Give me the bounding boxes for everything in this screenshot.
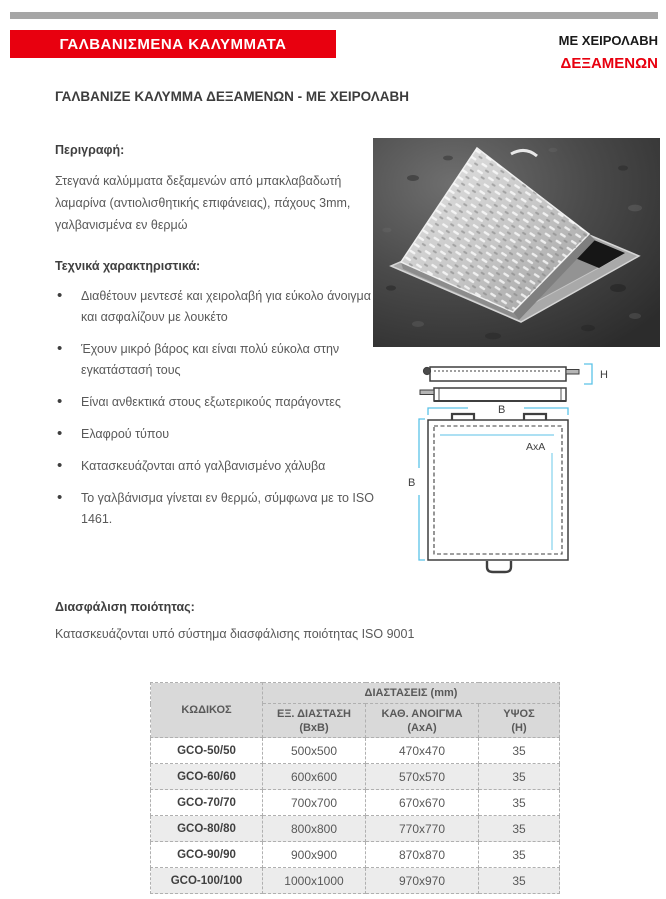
technical-diagram: [408, 358, 660, 583]
dimensions-table-wrap: [150, 682, 559, 894]
cell-code: GCO-100/100: [151, 868, 263, 894]
top-divider-bar: [10, 12, 658, 19]
cell-outer: 800x800: [263, 816, 366, 842]
cell-outer: 600x600: [263, 764, 366, 790]
bullet-item: • Διαθέτουν μεντεσέ και χειρολαβή για εύκολο άνοιγμα και ασφαλίζουν με λουκέτο: [55, 286, 385, 328]
cell-outer: 500x500: [263, 738, 366, 764]
dim-label-height: H: [600, 369, 608, 381]
technical-bullet-list: [55, 286, 385, 530]
cell-opening: 470x470: [366, 738, 479, 764]
quality-body: Κατασκευάζονται υπό σύστημα διασφάλισης ποιότητας ISO 9001: [55, 627, 415, 641]
cell-height: 35: [479, 868, 560, 894]
bullet-item: • Ελαφρού τύπου: [55, 424, 385, 445]
product-photo-image: [373, 138, 660, 347]
bullet-item: • Το γαλβάνισμα γίνεται εν θερμώ, σύμφωνα με το ISO 1461.: [55, 488, 385, 530]
dim-label-opening: AxA: [526, 441, 546, 453]
technical-diagram-image: [408, 358, 660, 583]
cell-opening: 670x670: [366, 790, 479, 816]
quality-heading: Διασφάλιση ποιότητας:: [55, 600, 195, 614]
col-group-header: ΔΙΑΣΤΑΣΕΙΣ (mm): [263, 683, 560, 704]
col-header-code: ΚΩΔΙΚΟΣ: [151, 683, 263, 738]
table-row: [151, 790, 560, 816]
cell-outer: 900x900: [263, 842, 366, 868]
col-header-opening: ΚΑΘ. ΑΝΟΙΓΜΑ (AxA): [366, 704, 479, 738]
bullet-item: • Κατασκευάζονται από γαλβανισμένο χάλυβα: [55, 456, 385, 477]
cell-code: GCO-70/70: [151, 790, 263, 816]
cell-height: 35: [479, 790, 560, 816]
cell-code: GCO-60/60: [151, 764, 263, 790]
cell-height: 35: [479, 738, 560, 764]
table-row: [151, 738, 560, 764]
table-row: [151, 842, 560, 868]
category-banner-title: ΓΑΛΒΑΝΙΣΜΕΝΑ ΚΑΛΥΜΜΑΤΑ: [59, 35, 287, 53]
description-heading: Περιγραφή:: [55, 143, 125, 157]
cell-height: 35: [479, 816, 560, 842]
col-header-outer: ΕΞ. ΔΙΑΣΤΑΣΗ (BxB): [263, 704, 366, 738]
cell-opening: 570x570: [366, 764, 479, 790]
cell-height: 35: [479, 764, 560, 790]
table-row: [151, 816, 560, 842]
table-row: [151, 868, 560, 894]
cell-outer: 1000x1000: [263, 868, 366, 894]
dim-label-width-top: B: [498, 404, 506, 416]
quality-section: [55, 600, 615, 641]
description-body: Στεγανά καλύμματα δεξαμενών από μπακλαβαδωτή λαμαρίνα (αντιολισθητικής επιφάνειας), πάχους 3mm, γαλβανισμένα εν θερμώ: [55, 174, 351, 232]
page-title: ΓΑΛΒΑΝΙΖΕ ΚΑΛΥΜΜΑ ΔΕΞΑΜΕΝΩΝ - ΜΕ ΧΕΙΡΟΛΑΒΗ: [55, 89, 410, 104]
subtitle-line-2: ΔΕΞΑΜΕΝΩΝ: [560, 55, 658, 72]
bullet-item: • Είναι ανθεκτικά στους εξωτερικούς παράγοντες: [55, 392, 385, 413]
dim-label-width-left: B: [408, 477, 416, 489]
cell-opening: 770x770: [366, 816, 479, 842]
technical-heading: Τεχνικά χαρακτηριστικά:: [55, 259, 201, 273]
product-photo: [373, 138, 660, 347]
left-column: [55, 143, 385, 541]
bullet-item: • Έχουν μικρό βάρος και είναι πολύ εύκολα στην εγκατάστασή τους: [55, 339, 385, 381]
cell-code: GCO-80/80: [151, 816, 263, 842]
table-row: [151, 764, 560, 790]
cell-code: GCO-50/50: [151, 738, 263, 764]
cell-code: GCO-90/90: [151, 842, 263, 868]
cell-opening: 970x970: [366, 868, 479, 894]
subtitle-line-1: ΜΕ ΧΕΙΡΟΛΑΒΗ: [558, 33, 658, 48]
cell-height: 35: [479, 842, 560, 868]
col-header-height: ΥΨΟΣ (H): [479, 704, 560, 738]
cell-outer: 700x700: [263, 790, 366, 816]
category-banner: [10, 30, 336, 58]
header-subtitle: [559, 33, 658, 72]
cell-opening: 870x870: [366, 842, 479, 868]
dimensions-table: [150, 682, 560, 894]
